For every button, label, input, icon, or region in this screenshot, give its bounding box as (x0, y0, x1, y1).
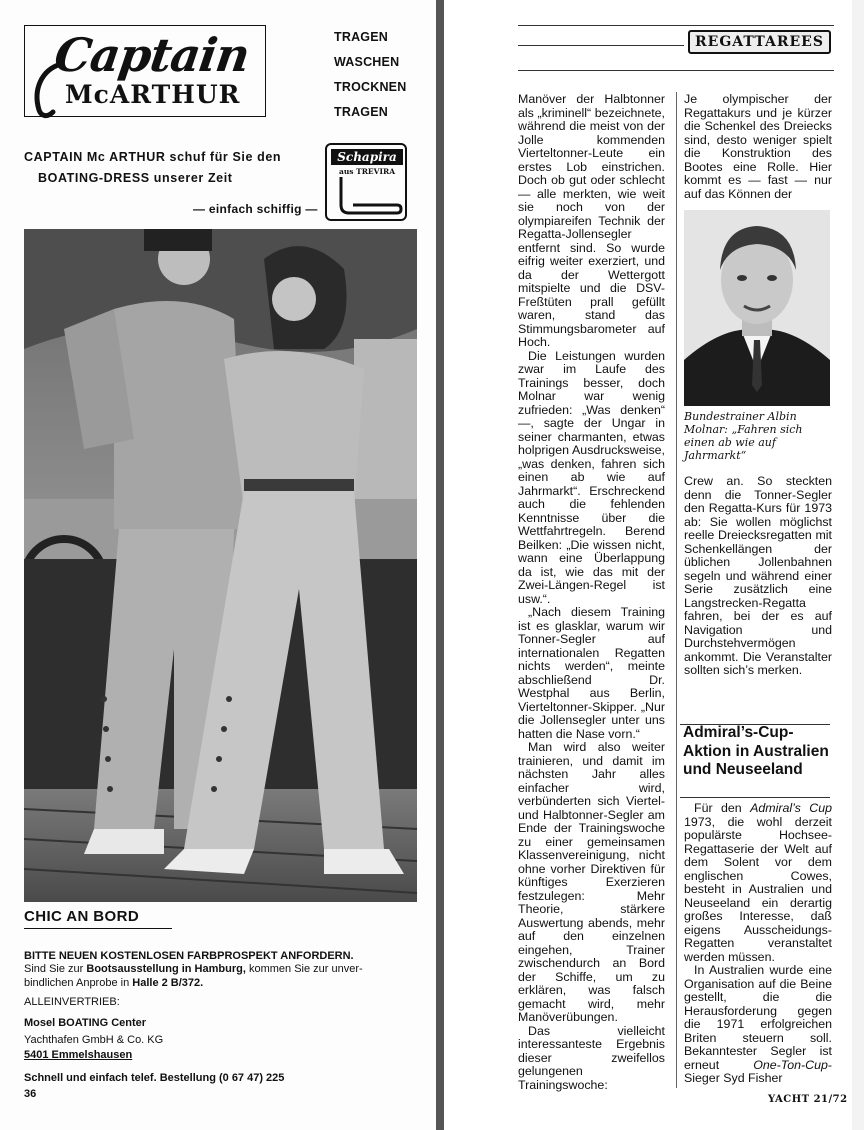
paragraph: Je olympischer der Regattakurs und je kürzer die Schenkel des Dreiecks sind, desto weniger spielt die Konstruktion des Bootes eine Rolle. Hier kommt es — fast — nur auf das Können der (684, 92, 832, 201)
page-edge (852, 0, 864, 1130)
fashion-photo (24, 229, 417, 902)
paragraph: Manöver der Halbtonner als „kriminell“ bezeichnete, während die meist von der Jolle kommenden Vierteltonner-Leute ein erstes Lob einstrichen. Doch ob gut oder schlecht — alle merkten, wie weit sie noch von der olympiareifen Technik der Regatta-Jollensegler entfernt sind. So wurde eifrig weiter exerziert, und da der Wettergott mitspielte und die DSV-Freßtüten prall gefüllt waren, stand das Stimmungsbarometer auf Hoch. (518, 92, 665, 349)
page-number-left: 36 (24, 1088, 37, 1100)
schapira-sub: aus TREVIRA (338, 167, 396, 176)
article-headline: Admiral’s-Cup-Aktion in Australien und Neuseeland (683, 724, 829, 778)
headline-rule-bottom (680, 797, 830, 798)
paragraph: Man wird also weiter trainieren, und damit im nächsten Jahr alles einfacher wird, verbünderten sich Viertel- und Halbtonner-Segler am Ende der Trainingswoche zu einer gemeinsamen Klassenvereinigung, nicht ohne vorher Direktiven für künftiges Exerzieren festzulegen: Mehr Theorie, stärkere Auswertung abends, mehr auf den einzelnen eingehen, Trainer zwischendurch an Bord der Schiffe, um zu erklären, was falsch gemacht wird, mehr Manöverübungen. (518, 740, 665, 1024)
sole-distribution-label: ALLEINVERTRIEB: (24, 996, 120, 1008)
prospekt-request: BITTE NEUEN KOSTENLOSEN FARBPROSPEKT ANFORDERN. (24, 950, 354, 962)
order-phone: Schnell und einfach telef. Bestellung (0 67 47) 225 (24, 1072, 285, 1084)
care-step: WASCHEN (334, 55, 400, 69)
heading-rule (24, 928, 172, 929)
logo-captain: Captain (51, 28, 253, 82)
couple-on-boat-image (24, 229, 417, 902)
magazine-footer: YACHT 21/72 (768, 1094, 848, 1105)
logo-mcarthur: McARTHUR (65, 80, 241, 109)
care-step: TRAGEN (334, 105, 388, 119)
company-name-2: Yachthafen GmbH & Co. KG (24, 1034, 164, 1046)
article-column-2-bottom (684, 802, 832, 1086)
captain-mcarthur-logo (24, 25, 266, 117)
care-steps (334, 28, 406, 128)
schapira-brand: Schapira (331, 149, 403, 165)
article-column-2-mid (684, 475, 832, 678)
header-rule (518, 70, 834, 71)
tagline-3: — einfach schiffig — (193, 202, 318, 216)
paragraph: Für den Admiral’s Cup 1973, die wohl derzeit populärste Hochsee-Regattaserie der Welt auf dem Solent vor dem englischen Cowes, besteht in Australien und Neuseeland ein derartig großes Interesse, daß eigens Ausscheidungs-Regatten veranstaltet werden müssen. (684, 801, 832, 964)
header-rule (518, 45, 684, 46)
paragraph: Crew an. So steckten denn die Tonner-Segler den Regatta-Kurs für 1973 ab: Sie wollen möglichst reelle Dreiecksregatten mit Schenkellängen der üblichen Jollenbahnen segeln und während einer Serie zusätzlich eine Langstrecken-Regatta fahren, bei der es auf Navigation und Durchstehvermögen ankommt. Die Veranstalter sollten sich’s merken. (684, 474, 832, 677)
albin-molnar-portrait-image (684, 210, 830, 406)
care-step: TROCKNEN (334, 80, 407, 94)
portrait-caption: Bundestrainer Albin Molnar: „Fahren sich einen ab wie auf Jahrmarkt“ (684, 410, 803, 462)
header-rule (518, 25, 834, 26)
schapira-hook-icon (327, 175, 405, 219)
paragraph: Das vielleicht interessanteste Ergebnis dieser zweifellos gelungenen Trainingswoche: (518, 1023, 665, 1092)
care-step: TRAGEN (334, 30, 388, 44)
portrait-photo (684, 210, 830, 406)
article-column-2-top (684, 93, 832, 201)
chic-an-bord-heading: CHIC AN BORD (24, 908, 140, 925)
schapira-trevira-logo (325, 143, 407, 221)
section-label: REGATTAREES (688, 30, 831, 54)
paragraph: In Australien wurde eine Organisation auf die Beine gestellt, die die Herausforderung gegen die 1971 erfolgreichen Briten steuern soll. Bekanntester Segler ist erneut One-Ton-Cup-Sieger Syd Fisher (684, 963, 832, 1085)
tagline-2: BOATING-DRESS unserer Zeit (38, 171, 233, 185)
article-column-1 (518, 93, 665, 1092)
paragraph: Die Leistungen wurden zwar im Laufe des Trainings besser, doch Molnar war wenig zufrieden: „Was denken“ —, sagte der Ungar in seiner charmanten, etwas holprigen Ausdrucksweise, „was denken, fahren sich einen ab wie auf Jahrmarkt“. Erschreckend auch die fehlenden Kenntnisse über die Wettfahrtregeln. Berend Beilken: „Die wissen nicht, wann eine Überlappung da ist, wie das mit der Zwei-Längen-Regel ist usw.“. (518, 348, 665, 606)
boat-show-info: Sind Sie zur Bootsausstellung in Hamburg, kommen Sie zur unver- bindlichen Anprobe in Halle 2 B/372. (24, 963, 363, 989)
tagline-1: CAPTAIN Mc ARTHUR schuf für Sie den (24, 150, 282, 164)
page-gutter (436, 0, 444, 1130)
company-city: 5401 Emmelshausen (24, 1049, 133, 1061)
company-name: Mosel BOATING Center (24, 1017, 147, 1029)
paragraph: „Nach diesem Training ist es glasklar, warum wir Tonner-Segler auf internationalen Regatten nichts werden“, meinte abschließend Dr. Westphal aus Berlin, Vierteltonner-Skipper. „Nur die Jollensegler unter uns hatten die Nase vorn.“ (518, 605, 665, 741)
column-separator (676, 92, 677, 1088)
